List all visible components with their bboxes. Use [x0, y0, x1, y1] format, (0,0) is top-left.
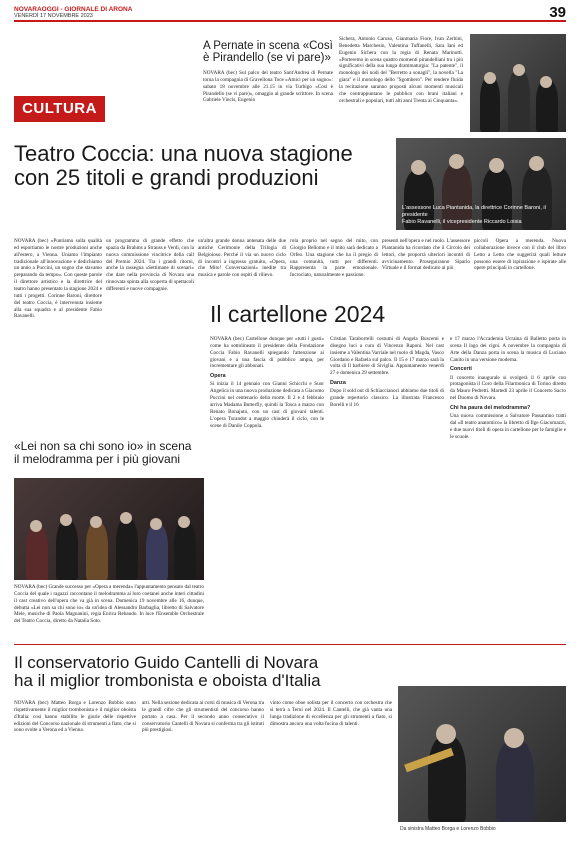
- cartellone-col-2: Cristian Taraborrelli costumi di Angela Buscemi e disegno luci a cura di Vincenzo Raponi. Nel cast insieme a Valentina Varriale nel ruolo di Magda, Vasco Giordano e Rafaela sul palco. Il 15 e 17 marzo sarà la volta di Il barbiere di Siviglia. Appuntamento venerdì 27 e domenica 29 settembre. Danza Dopo il sold out di Schiaccianoci abbiamo due titoli di grande repertorio classico. La illustrata Francesco Borelli e il 16: [330, 336, 444, 408]
- lei-non-sa-photo: [14, 478, 204, 580]
- cantelli-col-2: arti. Nella sezione dedicata ai corsi di musica di Verona tra le grandi cifre che gli strumentisti del concorso hanno portato a casa. Per il secondo anno consecutivo il conservatorio Cantelli di Novara si conferma tra gli istituti più prestigiosi.: [142, 700, 264, 734]
- coccia-headline: Teatro Coccia: una nuova stagione con 25 titoli e grandi produzioni: [14, 141, 353, 190]
- section-badge: CULTURA: [14, 96, 105, 122]
- page-number: 39: [549, 4, 566, 21]
- pernate-body: Sichera, Antonio Caruso, Gianmaria Fiore, Ivan Zerbini, Benedetta Marchesin, Valentina Tuffanelli, Sara Iani ed Eugenio Sichera con la regia di Renata Marinotti. «Porteremo in scena quattro momenti pirandelliani tra i più significativi della sua lunga drammaturgia: "La patente", il monologo dei nodi del "Berretto a sonagli", la novella "La giara" e il monologo dello "Sgombero". Per rendere fluida la recitazione saranno proposti alcuni momenti musicali che contrappuntano le pubblico con brani italiani e orchestrali e popolari, tutti alti anni Trenta ai Cinquanta».: [339, 36, 463, 104]
- lei-non-sa-headline: «Lei non sa chi sono io» in scena il melodramma per i più giovani: [14, 439, 192, 466]
- cartellone-col-1: NOVARA (bec) Cartellone dunque per «tutti i gusti» come ha sottolineato il presidente della Fondazione Coccia Fabio Ravanelli spiegando l'attenzione ai giovani e a una fascia di pubblico ampia, per incrementare gli abbonati. Opera Si inizia il 14 gennaio con Gianni Schicchi e Suor Angelica in una nuova produzione dedicata a Giacomo Puccini nel centenario della morte. Il 2 e 4 febbraio arriva Madama Butterfly, quindi la Tosca a marzo con Renato Bonajuto, con un cast di giovani talenti. L'opera Turandot a maggio chiuderà il ciclo, con le scene di Danilo Coppola.: [210, 336, 324, 429]
- cantelli-photo-caption: Da sinistra Matteo Borga e Lorenzo Bobbio: [400, 826, 496, 832]
- coccia-col-6: piccoli Opera a merenda. Nuova collaborazione invece con il club del libro Letto a Letto che suggerirà quali letture possono essere di ispirazione e ispirate alle opere principali in cartellone.: [474, 238, 566, 272]
- coccia-col-5: presenti nell'opera e nel ruolo. L'assessore Piantanida ha ricordato che il Circolo dei lettori, che proporrà ulteriori incontri di avvicinamento. Proseguiranno Sipario Virtuale e il format dedicato ai più: [382, 238, 470, 272]
- cantelli-headline: Il conservatorio Guido Cantelli di Novara ha il miglior trombonista e oboista d'Italia: [14, 653, 321, 691]
- coccia-photo-caption: L'assessore Luca Piantanida, la direttrice Corinne Baroni, il presidente Fabio Ravanelli, il vicepresidente Riccardo Loisia: [402, 205, 546, 226]
- cantelli-col-1: NOVARA (bec) Matteo Borga e Lorenzo Bobbio sono rispettivamente il miglior trombonista e il miglior oboista d'Italia: così hanno stabilito le giurie delle rispettive edizioni del Concorso nazionale di strumenti a fiato, che si sono svolte a Verona ed a Vienna.: [14, 700, 136, 734]
- coccia-col-2: un programma di grande effetto che spazia da Brahms a Strauss e Verdi, con la nuova commissione vincitrice della call del Premio 2024. Tra i grandi ritorni, anche la rassegna «Settimane di scenari» che dare nella provincia di Novara una rinnovata spinta alla scoperta di spettacoli differenti e nuove compagnie.: [106, 238, 194, 293]
- issue-date: VENERDÌ 17 NOVEMBRE 2023: [14, 13, 93, 19]
- coccia-col-4: rola proprio nel segno del mito, con Giorgio Bellomo e il mito sarà dedicato a Orfeo. Una stagione che ha il pregio di una comunità, tutti per differenti. Rappresenta in parte emozionale. Incrociato, naturalmente e passione.: [290, 238, 378, 279]
- masthead: [14, 6, 566, 22]
- cantelli-col-3: vinto come oboe solista per il concerto con orchestra che si terrà a Terni nel 2024. Il Cantelli, che già vanta una lunga tradizione di eccellenza per gli strumenti a fiato, si dimostra ancora una volta fucina di talenti.: [270, 700, 392, 727]
- cartellone-headline: Il cartellone 2024: [210, 301, 386, 327]
- pernate-headline: A Pernate in scena «Così è Pirandello (se vi pare)»: [203, 40, 333, 65]
- cantelli-photo: [398, 686, 566, 822]
- section-divider: [14, 644, 566, 645]
- lei-non-sa-body: NOVARA (bec) Grande successo per «Opera a merenda» l'appuntamento pensato dal teatro Coccia del quale i ragazzi raccontano il melodramma ai loro coetanei anche interi cittadini il cast creativo dell'opera che va già in scena. Domenica 19 novembre alle 16, dunque, debutta «Lei non sa chi sono io» da un'idea di Alessandro Barbaglia, libretto di Salvatore Mele, musiche di Paola Magnanini, regia Enrica Rebaudo. In luce l'Ensemble Orchestrale del Teatro Coccia, diretto da Natalia Soto.: [14, 584, 204, 625]
- newspaper-name: NOVARAOGGI - GIORNALE DI ARONA: [14, 6, 133, 13]
- pernate-photo: [470, 34, 566, 132]
- coccia-photo: [396, 138, 566, 230]
- coccia-col-3: un'altra grande donna antenata delle due antiche Cerimonie della Trilogia di Belgioioso. Perché il via un nuovo ciclo di incontri a ingresso gratuito, «Opera, che Mito! Conversazioni» inedite tra musica e parole con ospiti di rilievo.: [198, 238, 286, 279]
- pernate-intro: NOVARA (bec) Sul palco del teatro Sant'Andrea di Pernate torna la compagnia di Gravellona Toce «Amici per un sogno»: sabato 18 novembre alle 21.15 in via Turbigo «Così è Pirandello (se vi pare)», omaggio al grande scrittore. In scena Gabriele Vincis, Eugenio: [203, 70, 333, 104]
- coccia-col-1: NOVARA (bec) «Puntiamo sulla qualità ed esportiamo le nostre produzioni anche all'estero, a Vienna. Uniamo l'impianto tradizionale all'innovazione e dedichiamo un anno a Puccini, un sogno che stavamo preparando da tempo». Con queste parole il direttore artistico e la direttrice del teatro hanno presentato la stagione 2024 e tutti i progetti. Corinne Baroni, direttore del teatro Coccia, è intervenuta insieme alla sua squadra e al presidente Fabio Ravanelli.: [14, 238, 102, 320]
- cartellone-col-3: e 17 marzo l'Accademia Ucraina di Balletto porta in scena Il lago dei cigni. A novembre la compagnia di Arte della Danza porta in scena la musica di Luciano Canito in una versione moderna. Concerti Il concerto inaugurale si svolgerà il 6 aprile con protagonista il Coro della Filarmonica di Torino diretto da Mauro Pedretti. Martedì 23 aprile il Concerto Sacro nel Duomo di Novara. Chi ha paura del melodramma? Una nuova commissione a Salvatore Passantino tratti dal «Il teatro anatomico» la libretto di Ilge Giacomazzi, e due nuovi titoli di opera in cartellone per le famiglie e le scuole.: [450, 336, 566, 440]
